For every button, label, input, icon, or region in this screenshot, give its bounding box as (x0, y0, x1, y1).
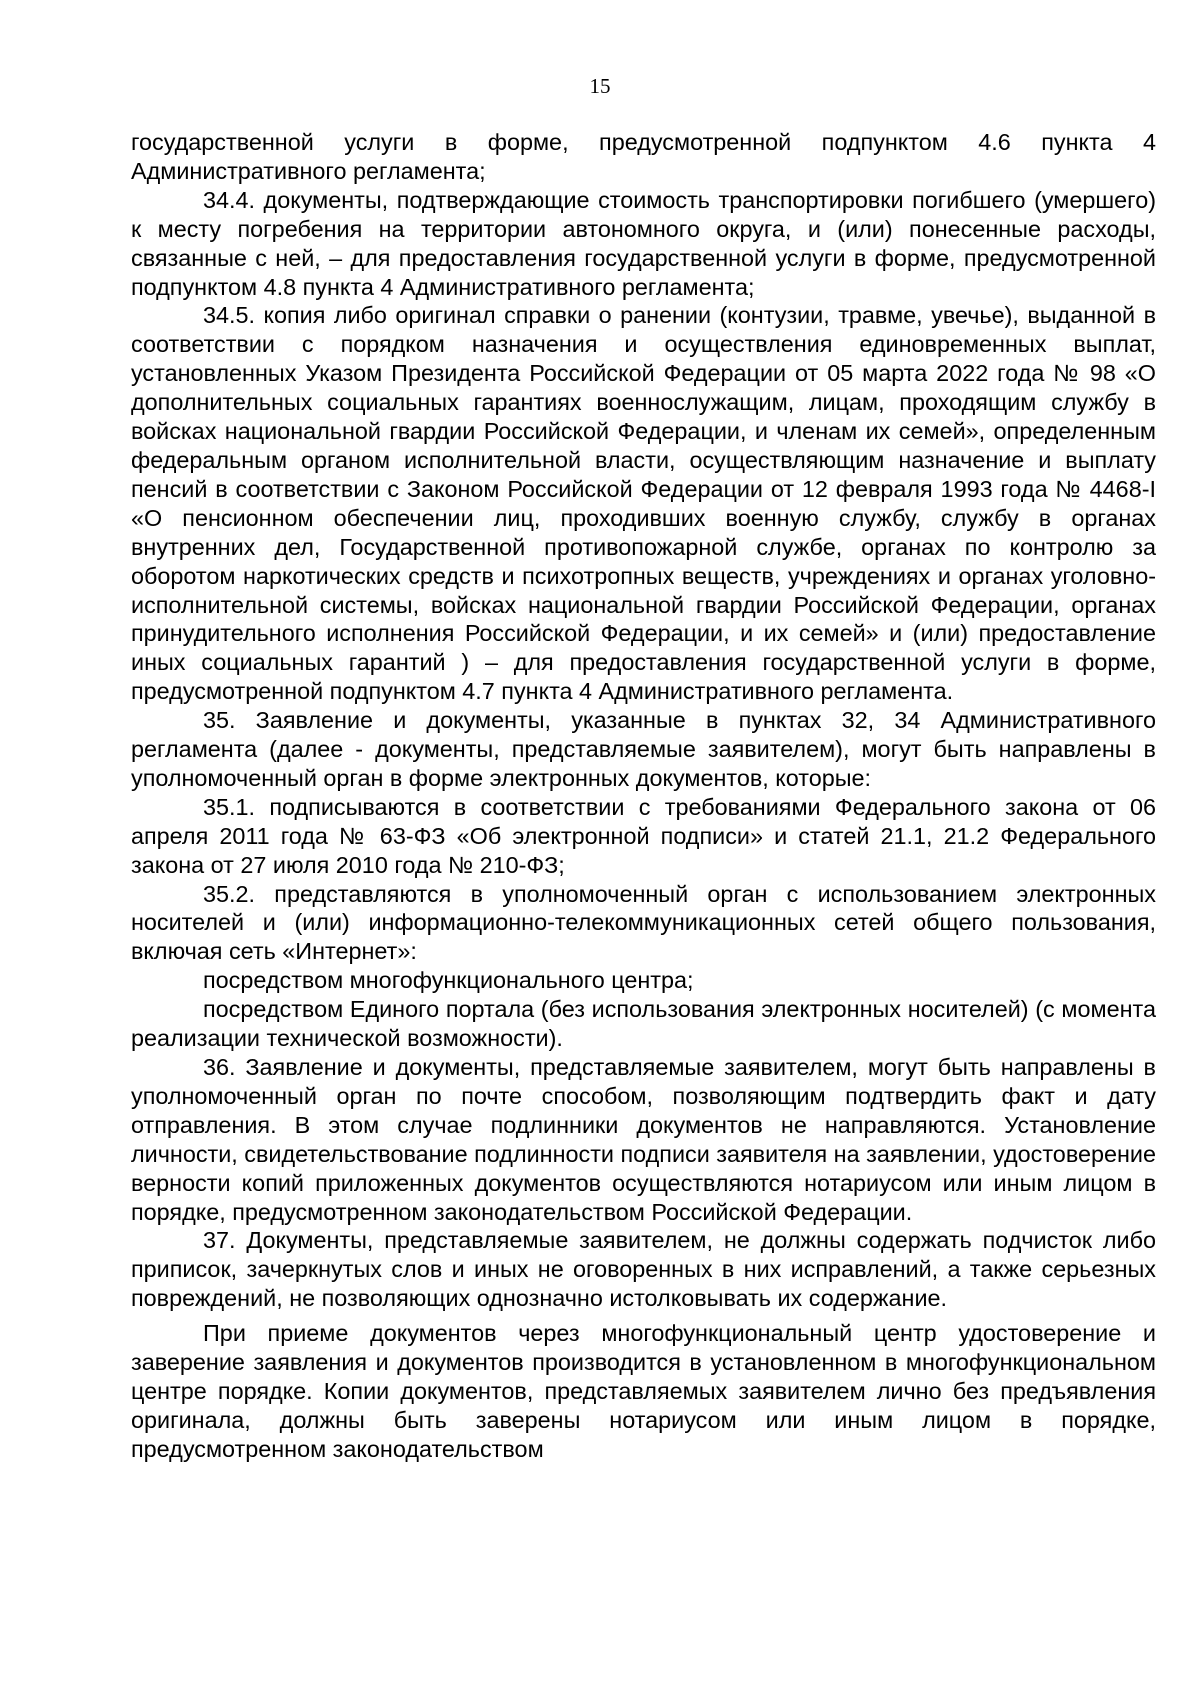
paragraph-mfc-certification: При приеме документов через многофункциональный центр удостоверение и заверение заявления и документов производится в установленном в многофункциональном центре порядке. Копии документов, представляемых заявителем лично без предъявления оригинала, должны быть заверены нотариусом или иным лицом в порядке, предусмотренном законодательством (131, 1320, 1156, 1462)
document-body (131, 128, 1156, 1464)
page-number: 15 (589, 74, 611, 98)
paragraph-35-2: 35.2. представляются в уполномоченный орган с использованием электронных носителей и (или) информационно-телекоммуникационных сетей общего пользования, включая сеть «Интернет»: (131, 880, 1156, 965)
paragraph-37: 37. Документы, представляемые заявителем, не должны содержать подчисток либо приписок, зачеркнутых слов и иных не оговоренных в них исправлений, а также серьезных повреждений, не позволяющих однозначно истолковывать их содержание. (131, 1227, 1156, 1312)
paragraph-via-portal: посредством Единого портала (без использования электронных носителей) (с момента реализации технической возможности). (131, 996, 1156, 1052)
paragraph-36: 36. Заявление и документы, представляемые заявителем, могут быть направлены в уполномоченный орган по почте способом, позволяющим подтвердить факт и дату отправления. В этом случае подлинники документов не направляются. Установление личности, свидетельствование подлинности подписи заявителя на заявлении, удостоверение верности копий приложенных документов осуществляются нотариусом или иным лицом в порядке, предусмотренном законодательством Российской Федерации. (131, 1054, 1156, 1225)
paragraph-34-4: 34.4. документы, подтверждающие стоимость транспортировки погибшего (умершего) к месту погребения на территории автономного округа, и (или) понесенные расходы, связанные с ней, – для предоставления государственной услуги в форме, предусмотренной подпунктом 4.8 пункта 4 Административного регламента; (131, 186, 1156, 300)
paragraph-continuation: государственной услуги в форме, предусмотренной подпунктом 4.6 пункта 4 Административного регламента; (131, 129, 1156, 184)
paragraph-34-5: 34.5. копия либо оригинал справки о ранении (контузии, травме, увечье), выданной в соответствии с порядком назначения и осуществления единовременных выплат, установленных Указом Президента Российской Федерации от 05 марта 2022 года № 98 «О дополнительных социальных гарантиях военнослужащим, лицам, проходящим службу в войсках национальной гвардии Российской Федерации, и членам их семей», определенным федеральным органом исполнительной власти, осуществляющим назначение и выплату пенсий в соответствии с Законом Российской Федерации от 12 февраля 1993 года № 4468-I «О пенсионном обеспечении лиц, проходивших военную службу, службу в органах внутренних дел, Государственной противопожарной службе, органах по контролю за оборотом наркотических средств и психотропных веществ, учреждениях и органах уголовно-исполнительной системы, войсках национальной гвардии Российской Федерации, органах принудительного исполнения Российской Федерации, и их семей» и (или) предоставление иных социальных гарантий ) – для предоставления государственной услуги в форме, предусмотренной подпунктом 4.7 пункта 4 Административного регламента. (131, 302, 1156, 705)
paragraph-via-mfc: посредством многофункционального центра; (203, 967, 694, 994)
paragraph-35: 35. Заявление и документы, указанные в пунктах 32, 34 Административного регламента (далее - документы, представляемые заявителем), могут быть направлены в уполномоченный орган в форме электронных документов, которые: (131, 707, 1156, 791)
paragraph-35-1: 35.1. подписываются в соответствии с требованиями Федерального закона от 06 апреля 2011 года № 63-ФЗ «Об электронной подписи» и статей 21.1, 21.2 Федерального закона от 27 июля 2010 года № 210-ФЗ; (131, 793, 1156, 878)
